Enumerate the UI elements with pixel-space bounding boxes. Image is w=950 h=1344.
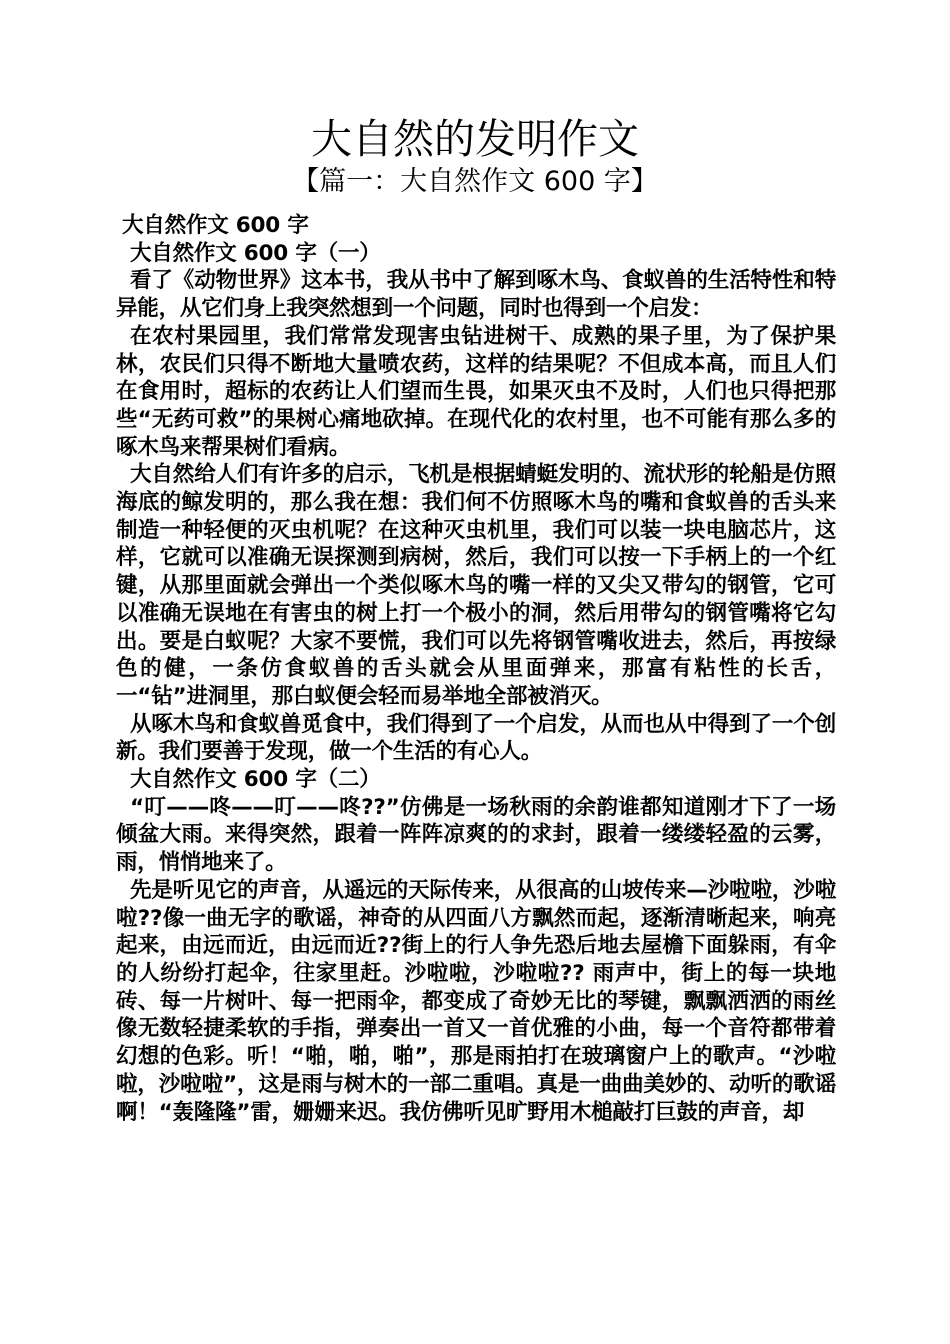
- document-body: [116, 212, 836, 1126]
- paragraph: 大自然给人们有许多的启示，飞机是根据蜻蜓发明的、流状形的轮船是仿照海底的鲸发明的，那么我在想：我们何不仿照啄木鸟的嘴和食蚁兽的舌头来制造一种轻便的灭虫机呢？在这种灭虫机里，我们可以装一块电脑芯片，这样，它就可以准确无误探测到病树，然后，我们可以按一下手柄上的一个红键，从那里面就会弹出一个类似啄木鸟的嘴一样的又尖又带勾的钢管，它可以准确无误地在有害虫的树上打一个极小的洞，然后用带勾的钢管嘴将它勾出。要是白蚁呢？大家不要慌，我们可以先将钢管嘴收进去，然后，再按绿色的健，一条仿食蚁兽的舌头就会从里面弹来，那富有粘性的长舌，一“钻”进洞里，那白蚁便会轻而易举地全部被消灭。: [116, 462, 836, 709]
- paragraph: 从啄木鸟和食蚁兽觅食中，我们得到了一个启发，从而也从中得到了一个创新。我们要善于发现，做一个生活的有心人。: [116, 711, 836, 765]
- paragraph: 先是听见它的声音，从遥远的天际传来，从很高的山坡传来—沙啦啦，沙啦啦??像一曲无字的歌谣，神奇的从四面八方飘然而起，逐渐清晰起来，响亮起来，由远而近，由远而近??街上的行人争先恐后地去屋檐下面躲雨，有伞的人纷纷打起伞，往家里赶。沙啦啦，沙啦啦?? 雨声中，街上的每一块地砖、每一片树叶、每一把雨伞，都变成了奇妙无比的琴键，飘飘洒洒的雨丝像无数轻捷柔软的手指，弹奏出一首又一首优雅的小曲，每一个音符都带着幻想的色彩。听！“啪，啪，啪”，那是雨拍打在玻璃窗户上的歌声。“沙啦啦，沙啦啦”，这是雨与树木的一部二重唱。真是一曲曲美妙的、动听的歌谣啊！“轰隆隆”雷，姗姗来迟。我仿佛听见旷野用木槌敲打巨鼓的声音，却: [116, 877, 836, 1125]
- section-heading-2: 大自然作文 600 字（二）: [130, 767, 381, 793]
- paragraph: “叮——咚——叮——咚??”仿佛是一场秋雨的余韵谁都知道刚才下了一场倾盆大雨。来得突然，跟着一阵阵凉爽的的求封，跟着一缕缕轻盈的云雾，雨，悄悄地来了。: [116, 794, 836, 876]
- document-title: 大自然的发明作文: [311, 115, 639, 163]
- paragraph: 在农村果园里，我们常常发现害虫钻进树干、成熟的果子里，为了保护果林，农民们只得不断地大量喷农药，这样的结果呢？不但成本高，而且人们在食用时，超标的农药让人们望而生畏，如果灭虫不及时，人们也只得把那些“无药可救”的果树心痛地砍掉。在现代化的农村里，也不可能有那么多的啄木鸟来帮果树们看病。: [116, 323, 836, 460]
- paragraph: 看了《动物世界》这本书，我从书中了解到啄木鸟、食蚁兽的生活特性和特异能，从它们身上我突然想到一个问题，同时也得到一个启发：: [116, 268, 836, 322]
- section-heading-1: 大自然作文 600 字（一）: [130, 240, 381, 266]
- main-heading: 大自然作文 600 字: [122, 213, 309, 238]
- document-subtitle: 【篇一：大自然作文 600 字】: [292, 166, 658, 197]
